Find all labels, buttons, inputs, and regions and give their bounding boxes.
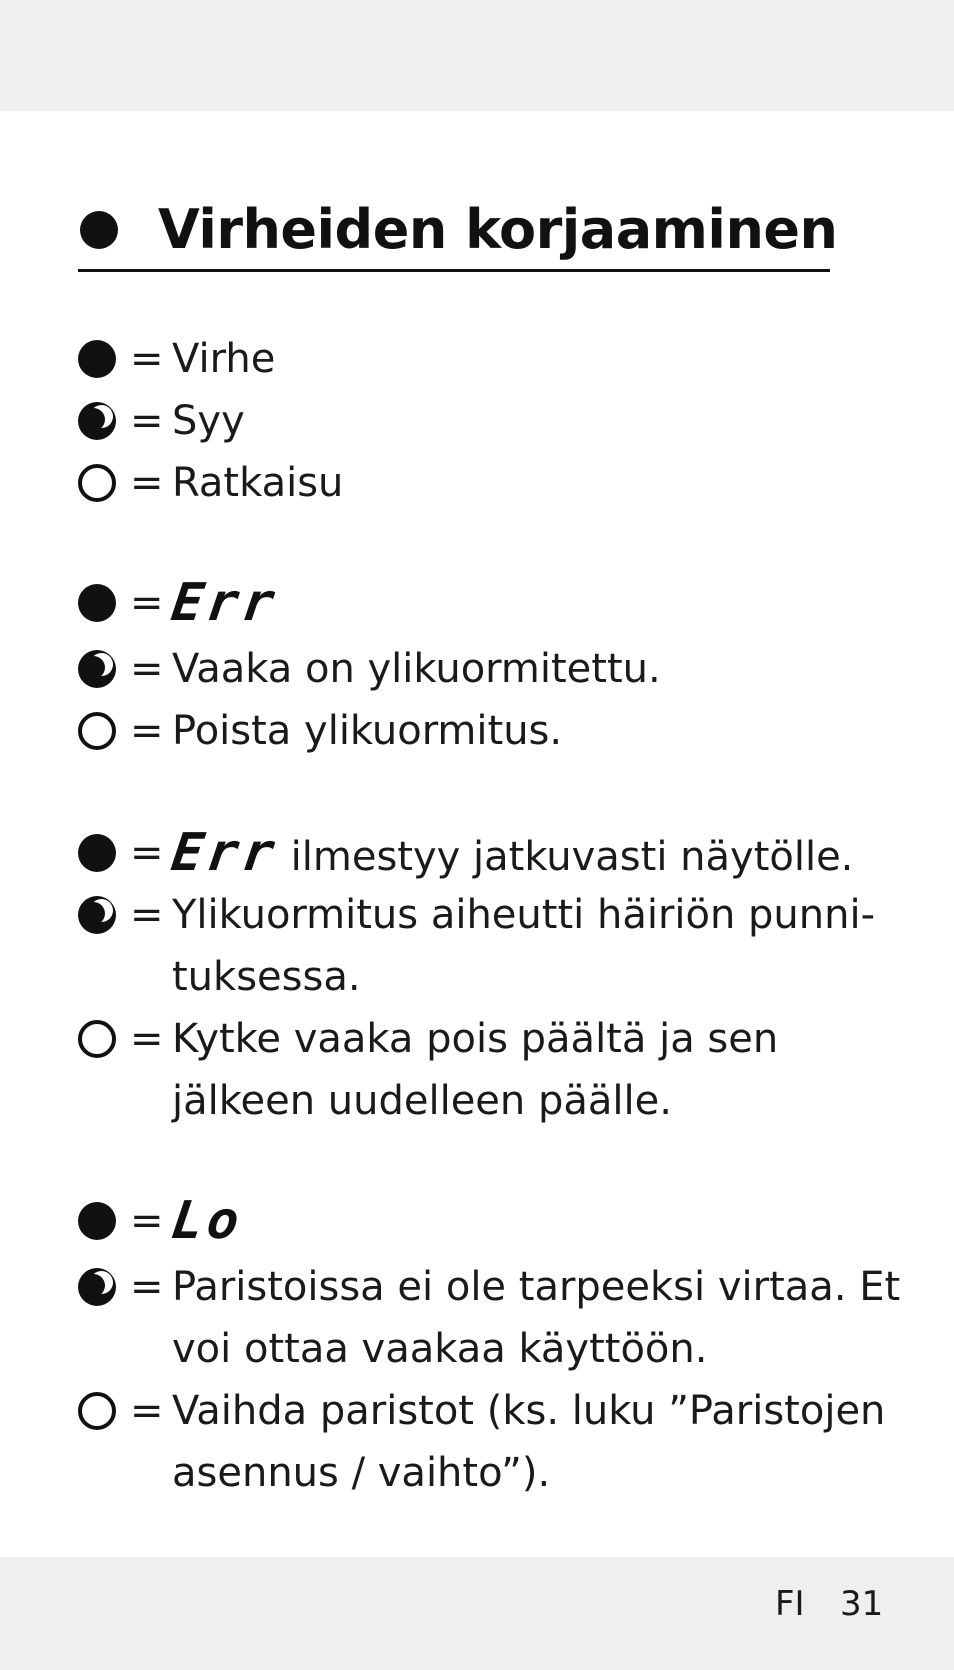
error-bullet-icon bbox=[78, 834, 116, 872]
section-heading bbox=[78, 198, 838, 274]
error-bullet-icon bbox=[78, 1202, 116, 1240]
page-number: 31 bbox=[840, 1584, 884, 1624]
bottom-band bbox=[0, 1557, 954, 1670]
solution-text-line-2: jälkeen uudelleen päälle. bbox=[172, 1078, 672, 1124]
cause-bullet-icon bbox=[78, 896, 116, 934]
solution-text: Poista ylikuormitus. bbox=[172, 708, 563, 754]
solution-text-line-1: Kytke vaaka pois päältä ja sen bbox=[172, 1016, 779, 1062]
error-bullet-icon bbox=[78, 340, 116, 378]
cause-text-line-2: voi ottaa vaakaa käyttöön. bbox=[172, 1326, 708, 1372]
heading-bullet-icon bbox=[80, 211, 118, 249]
legend-cause-label: Syy bbox=[172, 398, 245, 444]
display-code: Lo bbox=[167, 1191, 247, 1251]
cause-bullet-icon bbox=[78, 1268, 116, 1306]
legend-solution-label: Ratkaisu bbox=[172, 460, 344, 506]
legend-error-label: Virhe bbox=[172, 336, 276, 382]
cause-text-line-2: tuksessa. bbox=[172, 954, 361, 1000]
solution-bullet-icon bbox=[78, 1020, 116, 1058]
heading-underline bbox=[78, 269, 830, 272]
solution-bullet-icon bbox=[78, 464, 116, 502]
solution-text-line-2: asennus / vaihto”). bbox=[172, 1450, 551, 1496]
cause-text-line-1: Ylikuormitus aiheutti häiriön punni- bbox=[172, 892, 876, 938]
error-bullet-icon bbox=[78, 584, 116, 622]
display-code: Err bbox=[167, 573, 283, 633]
top-band bbox=[0, 0, 954, 111]
page-title: Virheiden korjaaminen bbox=[158, 198, 838, 261]
cause-bullet-icon bbox=[78, 650, 116, 688]
solution-bullet-icon bbox=[78, 1392, 116, 1430]
display-code: Err bbox=[167, 823, 283, 883]
footer-language: FI bbox=[775, 1584, 805, 1624]
solution-bullet-icon bbox=[78, 712, 116, 750]
error-text: ilmestyy jatkuvasti näytölle. bbox=[290, 834, 854, 880]
cause-bullet-icon bbox=[78, 402, 116, 440]
solution-text-line-1: Vaihda paristot (ks. luku ”Paristojen bbox=[172, 1388, 886, 1434]
cause-text-line-1: Paristoissa ei ole tarpeeksi virtaa. Et bbox=[172, 1264, 901, 1310]
cause-text: Vaaka on ylikuormitettu. bbox=[172, 646, 661, 692]
